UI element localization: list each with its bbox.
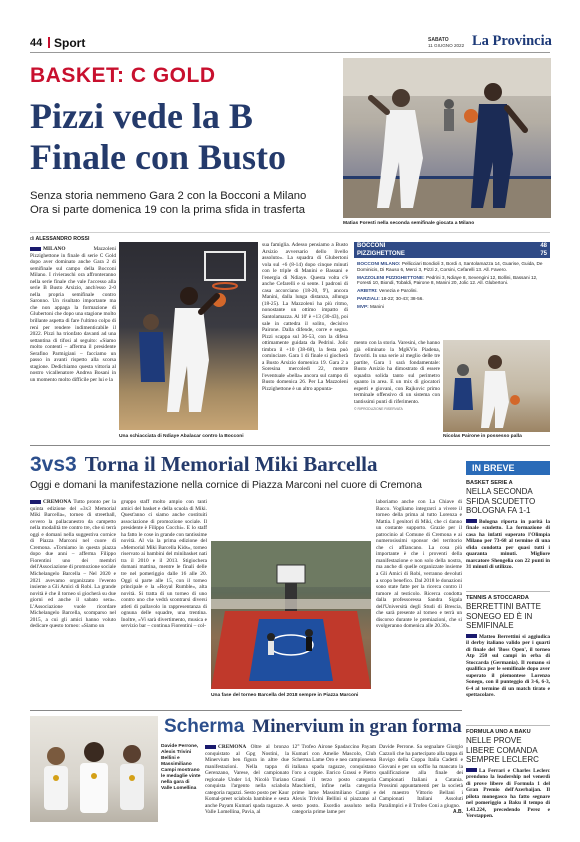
fencing-column-2 [292,744,376,828]
memorial-col1-text: Tutto pronto per la quinta edizione del «3x3 Memorial Miki Barcella», torneo di streetball, ovvero la pallacanestro da campetto nella modalità tre contro tre, che si terrà oggi e domani nella suggestiva cornice di Piazza Marconi nel cuore di Cremona. «Torniamo in questa piazza dopo due anni – afferma Filippo Fiorentini uno dei membri dell'Associazione di promozione sociale Michelangelo Barcella – Nel 2020 e 2021 avevamo organizzato l'evento insieme a Gli Amici di Robi. La grande novità è che il torneo si giocherà su due giorni ed anche il sabato sera». L'Associazione vuole ricordare Michelangelo Barcella, scomparso nel 2015, a cui gli amici hanno voluto dedicare questo torneo: «Siamo un [30,499,116,630]
main-col1-text: Mazzoleni Pizzighettone in finale di serie C Gold dopo aver dominato anche Gara 2 di semifinale sul campo della Bocconi Milano. I rivieraschi ora affronteranno nella serie finale che vale l'accesso alla serie B Busto Arsizio, anch'esso 2-0 nella propria semifinale contro Saronno. Un risultato importante ma che non appaga la formazione di Glubertoni che dopo una stagione molto brillante aspetta di fare l'ultimo colpo di reni per rendere indimenticabile il 2022. Pizzi ha trionfato davanti ad una settantina di tifosi al seguito: «Siamo molto contenti – afferma il presidente Serafino Parmigiani – facciamo un passo in avanti rispetto alla scorsa stagione. Dedichiamo questa vittoria al nostro vicallenatore Andrea Bosani in un momento molto difficile per lui e la [30,246,116,383]
scorebox-line-label: BOCCONI MILANO: [357,261,401,266]
scorebox-team1: BOCCONI [357,243,386,249]
header-divider [48,37,50,48]
brief-body-text: Matteo Berrettini si aggiudica il derby italiano valido per i quarti di finale del 'Boss Open', il torneo Atp 250 sul campi in erba di Stoccarda (Germania). Il romano si qualifica per le semifinale dopo aver superato il piemontese Lorenzo Sonego, con il punteggio di 3-6, 6-3, 6-4 al termine di un match tirato e spettacolare. [466,633,550,698]
section-title: Sport [54,36,86,50]
streetball-court-illustration [211,541,371,689]
main-photo [343,58,551,218]
fencers-illustration [30,716,158,822]
main-column-3 [262,242,348,440]
scorebox-score1: 48 [540,243,547,249]
scorebox-team2: PIZZIGHETTONE [357,250,405,257]
dunk-photo [119,242,258,430]
fencing-signature: A.B. [453,809,463,816]
scorebox-line-label: MAZZOLENI PIZZIGHETTONE: [357,274,425,280]
scorebox-line [357,261,547,273]
byline [30,236,89,242]
scorebox-line-text: 18-22; 30-43; 38-56. [381,295,424,301]
main-col4-credit: © RIPRODUZIONE RISERVATA [354,407,403,412]
memorial-col2-text: gruppo staff molto ampio con tanti amici del basket e della scuola di Miki. Quest'anno ci siamo anche costituiti associazione di promozione sociale. Il presidente è Filippo Cocchi». E lo staff ha fatto le cose in grande con tantissime novità. Al via la prima edizione del «Memorial Miki Barcella Kids», torneo riservato ai bambini del minibasket nati tra il 2010 e il 2013. Stigiochera domani mattina, mentre le finali delle tre nel pomeriggio dalle 16 alle 20. Oggi si parte alle 15, con il torneo principale e la «Royal Rumble», alta novità. Si tratta di un torneo di uno contro uno che vedrà scontrarsi diversi atleti di pallavolo in rappresentanza di ognuna delle squadre, una trentina. Inoltre, «Vi sarà divertimento, musica e servizio bar – continua Fiorentini – col- [121,499,207,630]
paragraph-marker [30,247,41,251]
memorial-dateline: CREMONA [43,499,72,505]
memorial-column-1 [30,499,116,705]
brief-headline: NELLA SECONDA SFIDA SCUDETTO BOLOGNA FA 1-1 [466,487,536,515]
pairone-photo-caption: Nicolas Pairone in possesso palla [443,434,522,439]
byline-author: ALESSANDRO ROSSI [35,236,90,242]
scorebox [354,242,550,330]
fencing-photo-caption: Davide Perrone, Alexis Trivini Bellini e Massimiliano Campi mostrano le medaglie vinte nella gara di Valle Lomellina [161,744,201,791]
scorebox-line-text: Manini [370,303,384,309]
brief-headline: BERRETTINI BATTE SONEGO ED È IN SEMIFINALE [466,602,541,630]
player-dribble-illustration [443,340,550,432]
paragraph-marker [205,745,216,749]
header-date: 11 GIUGNO 2022 [428,43,465,48]
brief-headline: NELLE PROVE LIBERE COMANDA SEMPRE LECLERC [466,736,539,764]
dunk-illustration [119,242,258,430]
main-subhead-line2: Ora si parte domenica 19 con la prima sfida in trasferta [30,204,306,216]
main-photo-caption: Matias Foresti nella seconda semifinale giocata a Milano [343,221,475,226]
brief-item [466,729,550,820]
scorebox-score2: 75 [540,250,547,257]
brief-body [466,768,550,820]
fencing-headline-block [164,716,462,738]
fencing-column-3 [379,744,463,828]
brief-kicker: BASKET SERIE A [466,480,513,486]
briefs-title: IN BREVE [472,463,515,473]
paragraph-marker [466,768,477,772]
main-kicker: BASKET: C GOLD [30,64,216,87]
scorebox-line-text: Pellicciari Bondioli 3, Bordi 4, Santolamazza 14, Guarise, Guida, De Dominicis, Di Rauso 6, Merci 3, Pizzi 2, Corsini, Cefarelli 13. All. Favero. [357,261,543,272]
scorebox-lines [357,261,547,310]
header-rule [30,52,550,53]
dunk-photo-caption: Una schiacciata di Ndiaye Abalacar contro la Bocconi [119,434,244,439]
memorial-column-3 [376,499,462,705]
header-day: SABATO [428,37,449,43]
main-dateline: MILANO [43,246,66,252]
brief-divider [466,725,550,726]
fencing-column-1 [205,744,289,828]
main-column-1 [30,246,116,440]
memorial-column-2 [121,499,207,705]
memorial-col3-text: laboriamo anche con La Chiave di Bacco. Vogliamo integrarci a vivere il torneo della prima al tutto Lorenza e Mattia. I genitori di Miki, che ci danno un costante supporto. Grazie per il patrocinio al Comune di Cremona e ai numerosissimi sponsor del territorio che ci affiancano. La cosa più importante è che i proventi della manifestazione e non solo della nostra, ma anche di quelle organizzate insieme a Gli Amici di Robi, verranno devoluti a scopo benefico. Dal 2018 le donazioni sono state fatte per la ricerca contro il tumore al testicolo. Ricerca condotta dalla professoressa Sandra Sigala dell'Università degli Studi di Brescia, che sarà presente al torneo e terrà un discorso durante le premiazioni, che si svolgeranno domenica alle 20.30». [376,499,462,630]
scorebox-line-label: MVP: [357,303,369,309]
fencing-kicker: Scherma [164,716,245,737]
brief-body [466,519,550,571]
brief-divider [466,591,550,592]
memorial-headline: Torna il Memorial Miki Barcella [84,452,378,476]
fencing-col2-text: 12° Trofeo Airone Spadaccino Payam Kumari con Amelie Mascolo, Club Scherma Lame Oro e neo campionessa italiana spada ragazze, conquistano l'oro a coppie. Enrico Grassi e Pietro Grassi il terzo posto categoria Maschietti, infine nella categoria prime lame Massimiliano Campi e Alexis Trivini Bellini si piazzano al sesto posto. Esordio assoluto nella categoria prime lame per [292,744,376,816]
memorial-subhead: Oggi e domani la manifestazione nella cornice di Piazza Marconi nel cuore di Cremona [30,480,422,491]
main-headline-line1: Pizzi vede la B [30,96,253,136]
memorial-headline-block [30,452,378,477]
memorial-photo-caption: Una fase del torneo Barcella del 2018 sempre in Piazza Marconi [211,693,359,698]
fencing-photo [30,716,158,822]
section-divider [30,710,462,711]
section-divider [30,445,550,446]
memorial-kicker: 3vs3 [30,453,77,476]
scorebox-line-label: ARBITRI: [357,288,378,294]
paragraph-marker [466,519,477,523]
fencing-col1-text: Oltre al bronzo conquistato al Gpg Nostini, la Minervium ben figura in altre due manifestazioni. Nella tappa di Gerenzano, Varese, del campionato regionale Under 14, Nicolò Turiano conquista l'argento nella sciabola categoria ragazzi. Sesto posto per Kaur Komal-preet sciabola bambine e sesta anche Payam Kumari spada ragazze. A Valle Lomellina, Pavia, al [205,744,289,816]
brief-kicker: FORMULA UNO A BAKU [466,729,531,735]
byline-prefix: di [30,236,35,242]
brief-item [466,480,550,571]
fencing-dateline: CREMONA [218,744,247,750]
page-number: 44 [30,37,43,49]
main-col4-text: mento con la storia. Varesini, che hanno già eliminato la MgKVis Piadena, favoriti. In una serie al meglio delle tre partite, Gara 1 sarà fondamentale: Busto Arsizio ha dimostrato di essere squadra solida tanto sul perimetro quanto in area. E un mix di giocatori esperti e giovani, con Rajkovic primo terminale offensivo di un sistema con tantissimi punti di riferimento. [354,340,440,405]
brief-body-text: Bologna riporta in parità la finale scudetto. La formazione di casa ha infatti superato l'Olimpia Milano per 73-68 al termine di una sfida condotta per quasi tutti i quaranta minuti. Migliore marcatore Shengelia con 22 punti in 31 minuti di utilizzo. [466,518,550,570]
memorial-photo [211,541,371,689]
scorebox-line-text: Pedrini 3, Ndiaye 8, Sevengini 12, Bollini, Bassani 12, Foresti 10, Biondi, Tobaldi, Pairone 8, Manini 20, Jolic 12. All. Glubertoni. [357,274,538,286]
fencing-col3-text: Davide Perrone. Sa segnalare Giorgio Cazzoli che ha partecipato alla tappa di Rovigo della Coppa Italia Cadetti e Giovani e per un soffio ha mancato la qualificazione alla finale dei Campionati Italiani a Catania. Prossimi appuntamenti per la società del maestro Vittorio Bellani i Campionati Italiani Assoluti Paralimpici e il Trofeo Coni a giugno. [379,744,463,809]
briefs-sidebar [466,461,550,823]
main-headline-line2: Finale con Busto [30,137,287,177]
scorebox-line-label: PARZIALI: [357,295,380,301]
scorebox-line-text: Venezia e Parolini. [378,288,418,294]
paragraph-marker [466,634,477,638]
pairone-photo [443,340,550,432]
scorebox-line [357,304,547,310]
fencing-headline: Minervium in gran forma [252,716,462,737]
scorebox-line [357,288,547,294]
paragraph-marker [30,500,41,504]
masthead-logo: La Provincia [472,33,552,49]
brief-body-text: La Ferrari e Charles Leclerc prendono la leadership nel venerdì di prove libere di Formula 1 del Gran Premio dell'Azerbaijan. Il pilota monegasco ha fatto segnare nel pomeriggio a Baku il tempo di 1.43.224, precedendo Perez e Verstappen. [466,767,550,819]
brief-item [466,595,550,699]
main-column-4 [354,340,440,432]
main-col3-text: sua famiglia. Adesso pensiamo a Busto Arsizio avversario dello livello assoluto». La squadra di Glubertoni vola sul +6 (8-14) dopo cinque minuti con le triple di Manini e Bassani e l'energia di Ndiaye. Questa volta c'è anche Cefarelli e si sente. I padroni di casa accorciano (18-20, 9'), ancora Manini, dalla lunga distanza, allunga (18-25). La Mazzoleni ha più ritmo, nonostante un ottimo impatto di Santolamazza. Al 10' è +13 (30-43), poi sale in cattedra il solito, decisivo Pairone. Dalla difende, corre e segna. Pizzi scappa sul 36-53, con la difesa ottimamente guidata da Pedrini. Jolic timbra il +10 (38-68), la festa può cominciare. Gara 1 di finale si giocherà a Busto Arsizio domenica 19. Gara 2 a Soresina mercoledì 22, mentre l'eventuale «bella» ancora sul campo di Busto domenica 26. Per La Mazzoleni Pizzighettone è un altro appunta- [262,242,348,393]
scorebox-line [357,275,547,287]
brief-kicker: TENNIS A STOCCARDA [466,595,529,601]
main-subhead-line1: Senza storia nemmeno Gara 2 con la Bocconi a Milano [30,190,307,202]
brief-body [466,634,550,699]
scorebox-line [357,296,547,302]
main-byline-rule [30,232,550,233]
basketball-players-illustration [343,58,551,218]
